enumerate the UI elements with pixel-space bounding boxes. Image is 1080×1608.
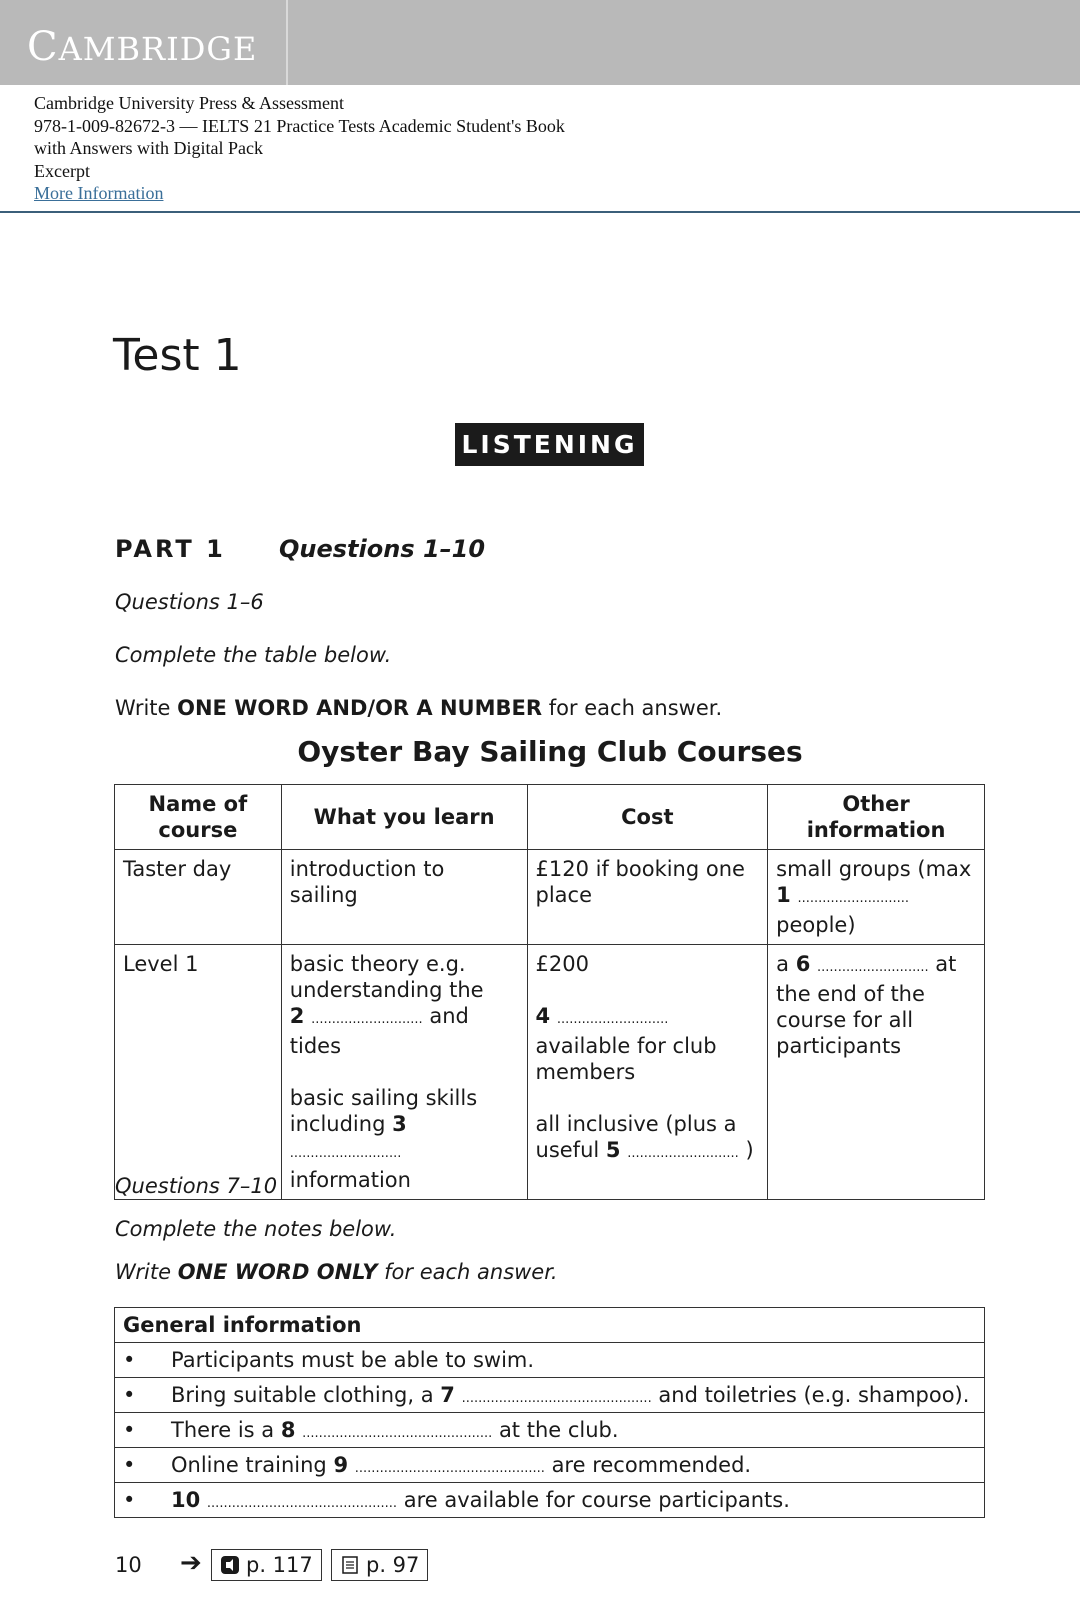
table-title: Oyster Bay Sailing Club Courses xyxy=(297,735,803,768)
list-item: • Participants must be able to swim. xyxy=(115,1343,985,1378)
arrow-right-icon: ➔ xyxy=(180,1548,202,1578)
isbn-title: 978-1-009-82672-3 — IELTS 21 Practice Tests Academic Student's Book xyxy=(34,115,565,136)
part-questions: Questions 1–10 xyxy=(279,535,486,563)
table-instruction: Complete the table below. xyxy=(115,643,392,667)
questions-7-10-heading: Questions 7–10 xyxy=(115,1174,278,1198)
audio-reference[interactable] xyxy=(211,1549,322,1581)
list-item: • Bring suitable clothing, a 7 .............................................. and toiletries (e.g. shampoo). xyxy=(115,1378,985,1413)
notes-header-row xyxy=(115,1308,985,1343)
list-item: • There is a 8 .............................................. at the club. xyxy=(115,1413,985,1448)
page-title: Test 1 xyxy=(113,330,242,381)
table-header-row xyxy=(115,785,985,850)
audio-icon xyxy=(220,1555,240,1575)
cell-learn: basic theory e.g. understanding the 2 ........................... and tides basic sailing skills including 3 ........................... information xyxy=(281,945,527,1200)
publisher-name: Cambridge University Press & Assessment xyxy=(34,93,344,113)
cell-cost: £200 4 ........................... available for club members all inclusive (plus a useful 5 ........................... ) xyxy=(527,945,768,1200)
notes-table xyxy=(114,1307,985,1518)
notes-instruction: Complete the notes below. xyxy=(115,1217,397,1241)
cell-other: a 6 ........................... at the end of the course for all participants xyxy=(768,945,985,1200)
questions-1-6-heading: Questions 1–6 xyxy=(115,590,264,614)
page-number: 10 xyxy=(115,1553,142,1577)
transcript-page-ref: p. 97 xyxy=(366,1553,420,1577)
logo-box xyxy=(0,0,288,85)
list-item: • Online training 9 .............................................. are recommended. xyxy=(115,1448,985,1483)
courses-table xyxy=(114,784,985,1200)
transcript-reference[interactable] xyxy=(331,1549,428,1581)
notes-header: General information xyxy=(115,1308,985,1343)
col-header-cost: Cost xyxy=(527,785,768,850)
question-number: 1 xyxy=(776,883,791,907)
publisher-banner xyxy=(0,0,1080,85)
cell-other: small groups (max 1 ........................... people) xyxy=(768,850,985,945)
table-row xyxy=(115,850,985,945)
header-divider xyxy=(0,211,1080,213)
cell-name: Taster day xyxy=(115,850,282,945)
col-header-other: Other information xyxy=(768,785,985,850)
list-item: • 10 .............................................. are available for course participants. xyxy=(115,1483,985,1518)
cell-name: Level 1 xyxy=(115,945,282,1200)
excerpt-label: Excerpt xyxy=(34,160,90,181)
cell-cost: £120 if booking one place xyxy=(527,850,768,945)
audio-page-ref: p. 117 xyxy=(246,1553,313,1577)
word-limit-instruction: Write ONE WORD AND/OR A NUMBER for each answer. xyxy=(115,696,723,720)
cambridge-logo: CAMBRIDGE xyxy=(27,24,258,70)
document-icon xyxy=(340,1555,360,1575)
col-header-learn: What you learn xyxy=(281,785,527,850)
isbn-title-cont: with Answers with Digital Pack xyxy=(34,138,263,158)
publication-meta xyxy=(34,92,565,205)
col-header-name: Name of course xyxy=(115,785,282,850)
section-badge: LISTENING xyxy=(455,423,644,466)
part-label: PART 1 xyxy=(115,535,226,563)
more-information-link[interactable]: More Information xyxy=(34,183,164,203)
table-row xyxy=(115,945,985,1200)
cell-learn: introduction to sailing xyxy=(281,850,527,945)
notes-word-limit: Write ONE WORD ONLY for each answer. xyxy=(115,1260,558,1284)
